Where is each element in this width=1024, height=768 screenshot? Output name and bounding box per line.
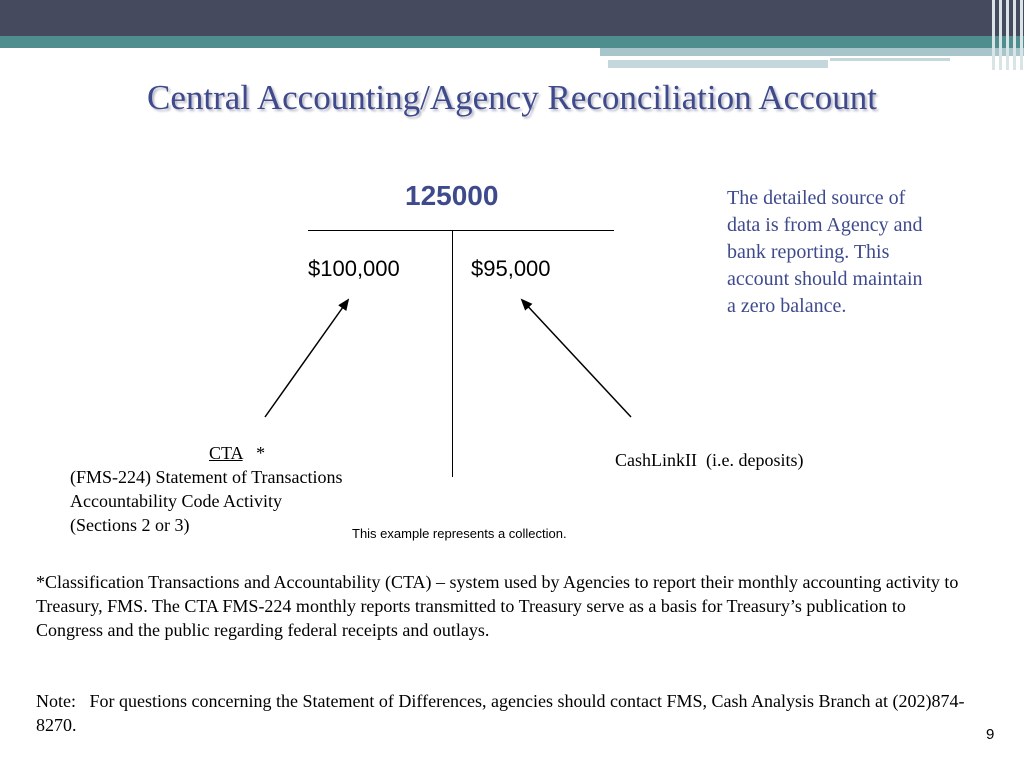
slide-title: Central Accounting/Agency Reconciliation Account (147, 78, 877, 117)
cta-arrow (265, 300, 348, 417)
header-band-light (600, 48, 1024, 56)
cashlink-source-label: CashLinkII (i.e. deposits) (615, 450, 804, 470)
cta-line-3: (Sections 2 or 3) (70, 515, 190, 535)
cashlink-arrow (522, 300, 631, 417)
header-stripes (990, 0, 1024, 70)
t-account-vertical-line (452, 231, 453, 477)
page-number: 9 (986, 726, 995, 743)
header-band-dark (0, 0, 1024, 36)
example-note: This example represents a collection. (352, 526, 567, 541)
cta-heading (70, 441, 450, 465)
debit-amount: $100,000 (308, 256, 400, 281)
cta-line-2: Accountability Code Activity (70, 491, 282, 511)
cta-line-1: (FMS-224) Statement of Transactions (70, 467, 343, 487)
t-account-number: 125000 (405, 180, 499, 211)
cta-source-label (70, 441, 450, 537)
header-band-teal (0, 36, 1024, 48)
cta-asterisk: * (256, 443, 266, 463)
header-stripe (1006, 0, 1009, 70)
header-stripe (999, 0, 1002, 70)
contact-note: Note: For questions concerning the Statement of Differences, agencies should contact FMS, Cash Analysis Branch at (202)874-8270. (36, 691, 965, 735)
credit-amount: $95,000 (471, 256, 551, 281)
header-stripe (1020, 0, 1023, 70)
header-stripe (1013, 0, 1016, 70)
header-stripe (992, 0, 995, 70)
cta-label: CTA (209, 443, 243, 463)
header-band-light-lower (608, 60, 828, 68)
header-band-light-thin (830, 58, 950, 61)
cta-footnote: *Classification Transactions and Accountability (CTA) – system used by Agencies to report their monthly accounting activity to Treasury, FMS. The CTA FMS-224 monthly reports transmitted to Treasury serve as a basis for Treasury’s publication to Congress and the public regarding federal receipts and outlays. (36, 572, 959, 640)
t-account-horizontal-line (308, 230, 614, 231)
side-note: The detailed source of data is from Agency and bank reporting. This account should maintain a zero balance. (727, 187, 923, 317)
